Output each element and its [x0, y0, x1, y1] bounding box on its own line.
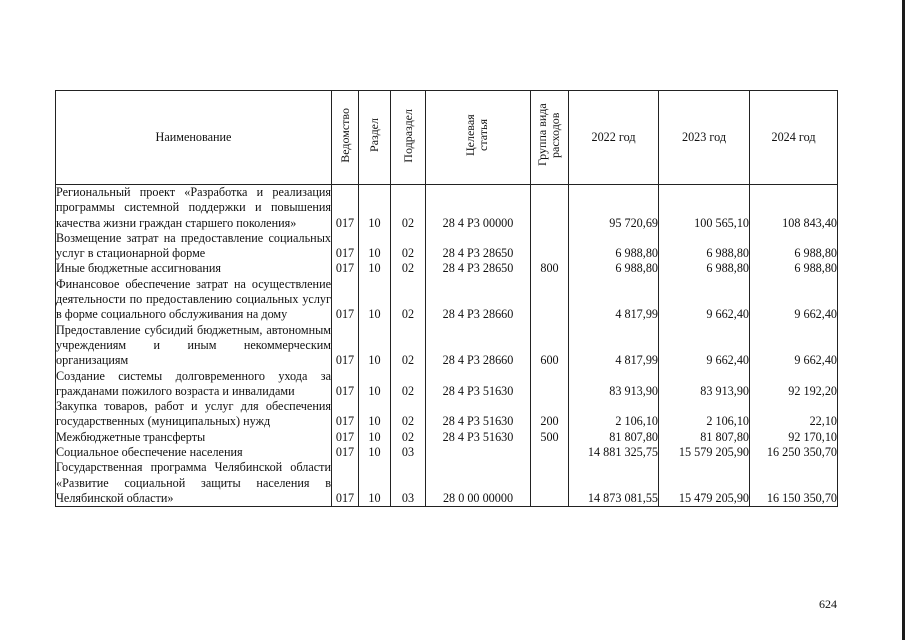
row-subsection: 02	[391, 369, 426, 400]
table-row	[56, 277, 838, 323]
row-expense-group	[531, 445, 569, 460]
row-value-2024: 108 843,40	[750, 185, 838, 231]
row-value-2024: 6 988,80	[750, 231, 838, 262]
row-target-article: 28 4 P3 51630	[426, 369, 531, 400]
row-expense-group: 800	[531, 261, 569, 276]
row-value-2023: 2 106,10	[659, 399, 750, 430]
row-value-2023: 9 662,40	[659, 277, 750, 323]
row-department: 017	[332, 430, 359, 445]
table-row	[56, 399, 838, 430]
row-subsection: 02	[391, 277, 426, 323]
row-subsection: 03	[391, 445, 426, 460]
header-section: Раздел	[359, 91, 391, 185]
row-section: 10	[359, 323, 391, 369]
row-value-2024: 9 662,40	[750, 323, 838, 369]
row-value-2022: 4 817,99	[569, 323, 659, 369]
row-department: 017	[332, 277, 359, 323]
row-name: Предоставление субсидий бюджетным, автономным учреждениям и иным некоммерческим организациям	[56, 322, 331, 368]
row-subsection: 02	[391, 430, 426, 445]
row-value-2022: 81 807,80	[569, 430, 659, 445]
table-row	[56, 430, 838, 445]
row-department: 017	[332, 323, 359, 369]
table-row	[56, 445, 838, 460]
page-number: 624	[819, 597, 837, 611]
row-expense-group	[531, 369, 569, 400]
row-expense-group: 500	[531, 430, 569, 445]
row-section: 10	[359, 231, 391, 262]
row-section: 10	[359, 445, 391, 460]
row-section: 10	[359, 430, 391, 445]
row-value-2024: 6 988,80	[750, 261, 838, 276]
row-subsection: 02	[391, 399, 426, 430]
row-target-article: 28 4 P3 28660	[426, 277, 531, 323]
row-department: 017	[332, 369, 359, 400]
row-name: Региональный проект «Разработка и реализация программы системной поддержки и повышения качества жизни граждан старшего поколения»	[56, 185, 331, 230]
row-value-2024: 16 150 350,70	[750, 460, 838, 506]
row-target-article: 28 4 P3 51630	[426, 399, 531, 430]
row-value-2022: 6 988,80	[569, 261, 659, 276]
row-subsection: 02	[391, 261, 426, 276]
row-section: 10	[359, 185, 391, 231]
row-section: 10	[359, 261, 391, 276]
row-value-2022: 14 873 081,55	[569, 460, 659, 506]
table-row	[56, 460, 838, 506]
row-expense-group: 200	[531, 399, 569, 430]
row-target-article: 28 4 P3 51630	[426, 430, 531, 445]
row-value-2024: 22,10	[750, 399, 838, 430]
table-row	[56, 261, 838, 276]
row-value-2024: 92 192,20	[750, 369, 838, 400]
header-name: Наименование	[56, 91, 332, 185]
row-name: Социальное обеспечение населения	[56, 445, 332, 460]
header-subsection: Подраздел	[391, 91, 426, 185]
row-name: Создание системы долговременного ухода за гражданами пожилого возраста и инвалидами	[56, 368, 331, 398]
row-name: Финансовое обеспечение затрат на осуществление деятельности по предоставлению социальных услуг в форме социального обслуживания на дому	[56, 276, 331, 322]
row-section: 10	[359, 460, 391, 506]
header-row	[56, 91, 838, 185]
row-subsection: 02	[391, 231, 426, 262]
table-row	[56, 231, 838, 262]
row-department: 017	[332, 185, 359, 231]
row-target-article: 28 0 00 00000	[426, 460, 531, 506]
row-department: 017	[332, 261, 359, 276]
row-subsection: 02	[391, 185, 426, 231]
row-target-article	[426, 445, 531, 460]
table-row	[56, 369, 838, 400]
header-year-2022: 2022 год	[569, 91, 659, 185]
row-name: Закупка товаров, работ и услуг для обеспечения государственных (муниципальных) нужд	[56, 399, 331, 429]
header-year-2024: 2024 год	[750, 91, 838, 185]
row-value-2023: 6 988,80	[659, 231, 750, 262]
row-name: Возмещение затрат на предоставление социальных услуг в стационарной форме	[56, 230, 331, 261]
row-value-2024: 92 170,10	[750, 430, 838, 445]
row-expense-group: 600	[531, 323, 569, 369]
row-subsection: 03	[391, 460, 426, 506]
header-department: Ведомство	[332, 91, 359, 185]
row-target-article: 28 4 P3 28650	[426, 261, 531, 276]
row-value-2023: 100 565,10	[659, 185, 750, 231]
row-department: 017	[332, 399, 359, 430]
row-value-2023: 81 807,80	[659, 430, 750, 445]
row-value-2022: 14 881 325,75	[569, 445, 659, 460]
row-expense-group	[531, 277, 569, 323]
row-target-article: 28 4 P3 00000	[426, 185, 531, 231]
row-target-article: 28 4 P3 28660	[426, 323, 531, 369]
row-value-2023: 6 988,80	[659, 261, 750, 276]
row-value-2023: 83 913,90	[659, 369, 750, 400]
row-target-article: 28 4 P3 28650	[426, 231, 531, 262]
row-value-2022: 2 106,10	[569, 399, 659, 430]
header-expense-group: Группа вида расходов	[531, 91, 569, 185]
row-value-2023: 15 579 205,90	[659, 445, 750, 460]
row-section: 10	[359, 277, 391, 323]
table-row	[56, 185, 838, 231]
row-department: 017	[332, 231, 359, 262]
row-value-2022: 6 988,80	[569, 231, 659, 262]
row-value-2024: 9 662,40	[750, 277, 838, 323]
row-name: Межбюджетные трансферты	[56, 430, 332, 445]
row-name: Иные бюджетные ассигнования	[56, 261, 332, 276]
row-value-2022: 83 913,90	[569, 369, 659, 400]
row-value-2022: 95 720,69	[569, 185, 659, 231]
budget-table	[55, 90, 838, 507]
row-department: 017	[332, 460, 359, 506]
row-expense-group	[531, 185, 569, 231]
row-expense-group	[531, 231, 569, 262]
row-department: 017	[332, 445, 359, 460]
header-year-2023: 2023 год	[659, 91, 750, 185]
row-name: Государственная программа Челябинской области «Развитие социальной защиты населения в Челябинской области»	[56, 460, 331, 505]
row-value-2024: 16 250 350,70	[750, 445, 838, 460]
table-row	[56, 323, 838, 369]
row-expense-group	[531, 460, 569, 506]
row-value-2023: 9 662,40	[659, 323, 750, 369]
row-value-2023: 15 479 205,90	[659, 460, 750, 506]
row-section: 10	[359, 369, 391, 400]
row-subsection: 02	[391, 323, 426, 369]
row-section: 10	[359, 399, 391, 430]
header-target-article: Целевая статья	[426, 91, 531, 185]
row-value-2022: 4 817,99	[569, 277, 659, 323]
